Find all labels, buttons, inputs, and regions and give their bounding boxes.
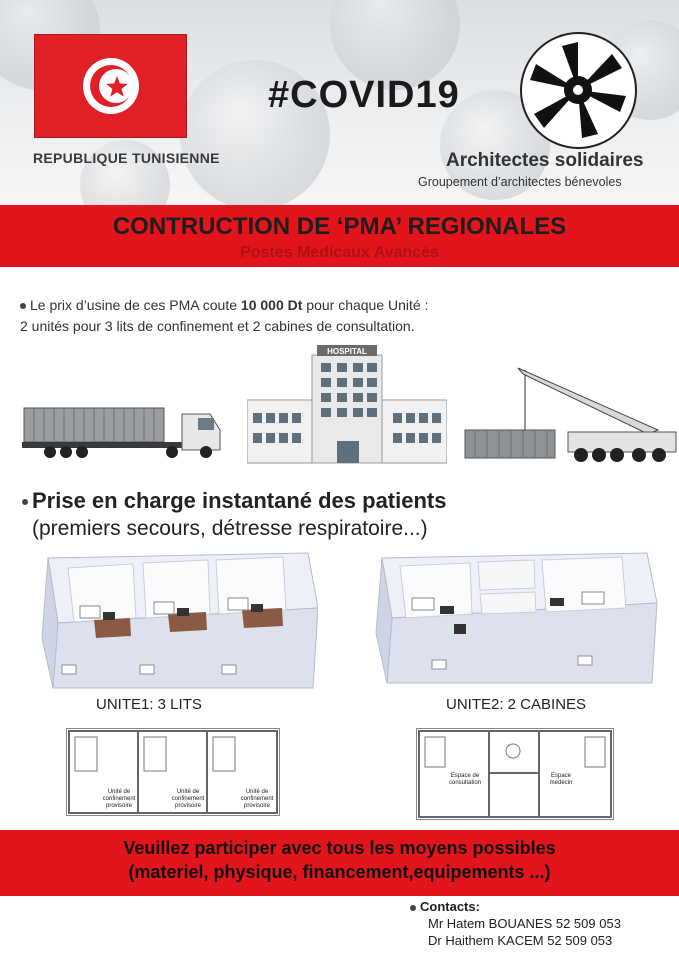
care-heading: Prise en charge instantané des patients (32, 488, 447, 513)
plan1-room-label-c: Unité de confinement provisoire (240, 789, 274, 809)
hospital-sign: HOSPITAL (327, 347, 367, 356)
unit2-label: UNITE2: 2 CABINES (446, 696, 587, 713)
unit1-floor-plan (66, 728, 280, 816)
bullet-icon (20, 303, 26, 309)
unit2-floor-plan (416, 728, 614, 820)
call-line1: Veuillez participer avec tous les moyens possibles (123, 838, 556, 858)
country-name: REPUBLIQUE TUNISIENNE (33, 150, 220, 166)
plan2-doctor-label: Espace medecin (549, 773, 573, 786)
hospital-illustration (247, 345, 447, 465)
plan1-room-label-b: Unité de confinement provisoire (171, 789, 205, 809)
intro-line2: 2 unités pour 3 lits de confinement et 2 cabines de consultation. (20, 318, 415, 334)
contact-person2: Dr Haithem KACEM 52 509 053 (428, 933, 613, 948)
care-section (22, 487, 446, 542)
call-line2: (materiel, physique, financement,equipements ...) (128, 862, 551, 882)
intro-line1-suffix: pour chaque Unité : (302, 297, 429, 313)
bullet-icon (410, 905, 416, 911)
crescent-star-icon (83, 58, 139, 114)
contacts-heading: Contacts: (420, 899, 480, 914)
bullet-icon (22, 499, 28, 505)
tunisia-flag (34, 34, 187, 138)
flag-disc (83, 58, 139, 114)
org-name: Architectes solidaires (446, 150, 644, 171)
intro-line1-prefix: Le prix d’usine de ces PMA coute (30, 297, 241, 313)
page-subtitle: Postes Medicaux Avancés (240, 244, 439, 261)
care-detail: (premiers secours, détresse respiratoire...) (32, 517, 428, 540)
plan1-room-label-a: Unité de confinement provisoire (102, 789, 136, 809)
intro-paragraph (20, 295, 428, 337)
hands-circle-logo (520, 32, 637, 149)
plan2-consultation-label: Espace de consultation (448, 773, 482, 786)
page-title: CONTRUCTION DE ‘PMA’ REGIONALES (112, 213, 567, 240)
hands-icon (522, 34, 635, 147)
unit1-label: UNITE1: 3 LITS (96, 696, 202, 713)
truck-container-illustration (22, 400, 227, 462)
unit2-3d-render (372, 548, 660, 688)
crane-illustration (463, 360, 678, 465)
contacts-block (410, 898, 621, 949)
org-tagline: Groupement d’architectes bénevoles (418, 175, 622, 189)
unit1-3d-render (38, 548, 318, 693)
price-value: 10 000 Dt (240, 297, 303, 313)
contact-person1: Mr Hatem BOUANES 52 509 053 (428, 916, 621, 931)
covid-hashtag: #COVID19 (268, 74, 460, 116)
